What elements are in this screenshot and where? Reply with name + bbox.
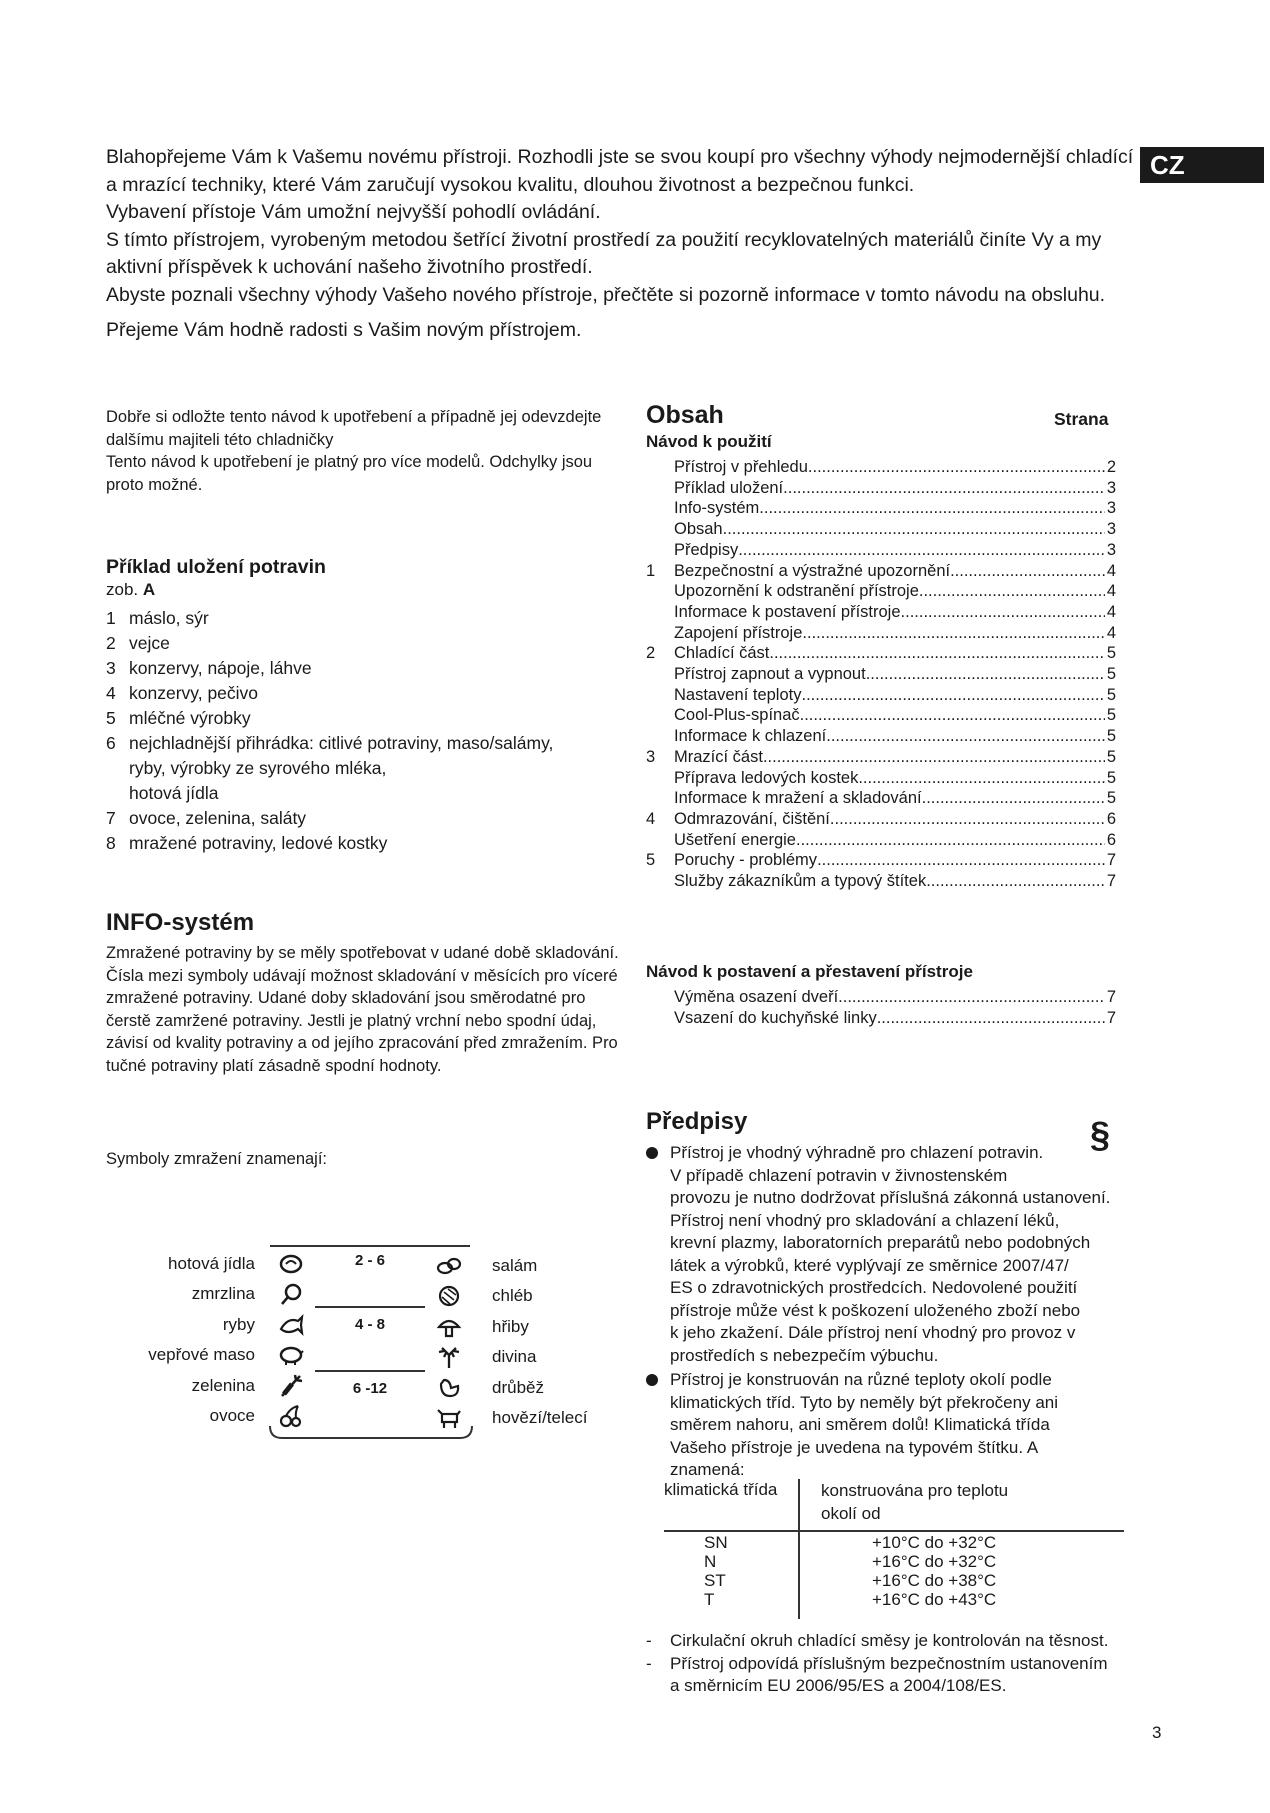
climate-class: SN [704, 1533, 728, 1552]
regulation-bullet-text [670, 1142, 1136, 1367]
list-item-number: 7 [106, 808, 116, 828]
climate-row [664, 1533, 1064, 1552]
toc-row-page: 5 [1106, 685, 1116, 704]
climate-row [664, 1552, 1064, 1571]
list-item [106, 606, 626, 631]
poultry-icon [436, 1376, 462, 1400]
vegetable-icon [278, 1374, 304, 1398]
toc-title: Obsah [646, 401, 724, 429]
symbol-label-right: chléb [492, 1286, 533, 1305]
regulation-line: směrem nahoru, ani směrem dolů! Klimatická třída [670, 1415, 1050, 1434]
toc-row-leader [800, 704, 1105, 727]
toc-row-label: Informace k postavení přístroje [674, 602, 901, 621]
toc-row [646, 622, 1116, 645]
note-line: Tento návod k upotřebení je platný pro více modelů. Odchylky jsou proto možné. [106, 453, 593, 494]
list-item-number [106, 781, 129, 806]
list-item-number: 3 [106, 658, 116, 678]
toc-row-number [646, 663, 674, 686]
toc-row [646, 560, 1116, 583]
toc-row-leader [858, 767, 1104, 790]
regulation-note-text: Cirkulační okruh chladící směsy je kontrolován na těsnost. [670, 1631, 1109, 1650]
list-item-number: 1 [106, 608, 116, 628]
bullet-icon [646, 1374, 658, 1386]
regulations-title: Předpisy [646, 1108, 748, 1135]
regulation-line: Přístroj je vhodný výhradně pro chlazení potravin. [670, 1143, 1044, 1162]
note-line: Dobře si odložte tento návod k upotřebení a případně jej odevzdejte dalšímu majiteli této chladničky [106, 408, 602, 449]
toc-row-number [646, 477, 674, 500]
list-item-text: vejce [129, 633, 170, 653]
toc-row-leader [919, 580, 1105, 603]
toc-row-label: Služby zákazníkům a typový štítek [674, 872, 927, 890]
toc-row-number: 5 [646, 851, 656, 870]
list-item [106, 781, 626, 806]
toc-row [646, 684, 1116, 707]
climate-table-rule [664, 1530, 1124, 1532]
game-antlers-icon [436, 1345, 462, 1369]
storage-months: 2 - 6 [354, 1252, 385, 1269]
climate-class: ST [704, 1571, 726, 1590]
list-item [106, 831, 626, 856]
toc-row-number [646, 767, 674, 790]
toc-row-page: 2 [1106, 458, 1116, 476]
toc-row-page: 3 [1106, 540, 1116, 559]
toc-row-leader [783, 477, 1105, 500]
toc-row-number [646, 622, 674, 645]
toc-row-page: 4 [1106, 582, 1116, 601]
diagram-divider [315, 1370, 425, 1372]
toc-row-page: 4 [1106, 602, 1116, 621]
toc-row-number [646, 870, 674, 893]
regulation-line: prostředích s nebezpečím výbuchu. [670, 1345, 939, 1365]
page-number: 3 [1152, 1723, 1162, 1742]
toc-row [646, 601, 1116, 624]
toc-row-number [646, 601, 674, 624]
symbol-label-left: hotová jídla [168, 1254, 255, 1273]
dash-icon [646, 1675, 670, 1698]
climate-range: +16°C do +43°C [872, 1590, 997, 1609]
info-system-text [106, 942, 621, 1077]
toc-row-number [646, 787, 674, 810]
toc-row-leader [922, 787, 1105, 810]
toc-row-leader [796, 829, 1105, 852]
toc-row-leader [950, 560, 1105, 583]
pork-icon [278, 1343, 304, 1367]
toc-row-label: Odmrazování, čištění [674, 809, 830, 828]
intro-text [106, 144, 1136, 345]
toc-row-leader [738, 539, 1105, 562]
toc-row-number: 3 [646, 747, 656, 766]
storage-example-list [106, 606, 626, 856]
paragraph-symbol-icon: § [1090, 1114, 1111, 1155]
figure-reference-letter: A [142, 580, 156, 599]
toc-row [646, 986, 1116, 1009]
toc-row-number: 2 [646, 644, 656, 663]
toc-row-label: Příprava ledových kostek [674, 768, 859, 787]
toc-row [646, 663, 1116, 686]
toc-row-number [646, 986, 674, 1009]
toc-row-label: Předpisy [674, 540, 739, 559]
toc-row-label: Informace k chlazení [674, 727, 827, 746]
list-item-number: 2 [106, 633, 116, 653]
cherry-icon [278, 1404, 304, 1428]
list-item-number: 6 [106, 733, 116, 753]
list-item-number: 4 [106, 683, 116, 703]
regulation-line: přístroje může vést k poškození uloženého zboží nebo [670, 1300, 1081, 1320]
regulation-bullet-text [670, 1369, 1136, 1482]
regulation-line: látek a výrobků, které vyplývají ze směrnice 2007/47/ [670, 1255, 1069, 1275]
toc-row-page: 4 [1106, 561, 1116, 580]
info-paragraph: Čísla mezi symboly udávají možnost skladování v měsících pro víceré zmražené potraviny. Udané doby skladování jsou směrodatné pro čerstě zamržené potraviny. Jestli je platný vrchní nebo spodní údaj, závisí od kvality potraviny a od jejího zpracování před zmražením. Pro tučné potraviny platí zásadně spodní hodnoty. [106, 966, 618, 1075]
intro-paragraph: S tímto přístrojem, vyrobeným metodou šetřící životní prostředí za použití recyklovatelných materiálů činíte Vy a my aktivní příspěvek k uchování našeho životního prostředí. [106, 228, 1102, 278]
toc-row-page: 5 [1106, 768, 1116, 787]
toc-row-number [646, 580, 674, 603]
toc-row [646, 518, 1116, 541]
toc-row [646, 1007, 1116, 1030]
toc-row-page: 7 [1106, 1008, 1116, 1027]
dash-icon: - [646, 1631, 652, 1650]
toc-row-number [646, 456, 674, 479]
toc-row [646, 787, 1116, 810]
toc-row [646, 456, 1116, 479]
toc-row-label: Bezpečnostní a výstražné upozornění [674, 561, 951, 580]
list-item-text: nejchladnější přihrádka: citlivé potraviny, maso/salámy, [129, 733, 554, 753]
toc-row-leader [817, 849, 1105, 872]
language-badge: CZ [1140, 147, 1264, 183]
ready-meal-icon [278, 1252, 304, 1276]
toc-page-header: Strana [1054, 409, 1109, 429]
regulation-note-text: Přístroj odpovídá příslušným bezpečnostním ustanovením [670, 1653, 1108, 1673]
info-system-title: INFO-systém [106, 909, 255, 936]
toc-row [646, 849, 1116, 872]
bread-icon [436, 1284, 462, 1308]
toc-row-page: 6 [1106, 809, 1116, 828]
toc-row-leader [830, 808, 1105, 831]
regulation-line: ES o zdravotnických prostředcích. Nedovolené použití [670, 1278, 1078, 1297]
toc-row-leader [838, 986, 1105, 1009]
beef-icon [436, 1406, 462, 1430]
toc-section-heading: Návod k použití [646, 432, 772, 451]
toc-row-leader [877, 1007, 1105, 1030]
toc-row [646, 497, 1116, 520]
storage-months: 6 -12 [352, 1380, 388, 1397]
intro-paragraph: Blahopřejeme Vám k Vašemu novému přístroji. Rozhodli jste se svou koupí pro všechny výhody nejmodernější chladící a mrazící techniky, které Vám zaručují vysokou kvalitu, dlouhou životnost a bezpečnou funkci. [106, 146, 1134, 196]
toc-row-leader [802, 622, 1104, 645]
fish-icon [278, 1313, 304, 1337]
toc-row [646, 746, 1116, 769]
symbol-label-left: vepřové maso [148, 1345, 255, 1364]
diagram-top-line [270, 1245, 470, 1247]
list-item-text: ovoce, zelenina, saláty [129, 808, 307, 828]
toc-row-page: 5 [1106, 665, 1116, 683]
toc-row-label: Příklad uložení [674, 478, 784, 497]
regulation-line: provozu je nutno dodržovat příslušná zákonná ustanovení. [670, 1188, 1111, 1207]
toc-row-label: Mrazící část [674, 747, 763, 766]
toc-row [646, 704, 1116, 727]
toc-row-page: 5 [1106, 747, 1116, 766]
list-item-text: hotová jídla [129, 783, 219, 803]
intro-paragraph: Vybavení přístoje Vám umožní nejvyšší pohodlí ovládání. [106, 201, 601, 223]
symbol-label-right: salám [492, 1256, 538, 1275]
ice-cream-icon [278, 1282, 304, 1306]
regulation-note [646, 1653, 1146, 1676]
toc-row-page: 3 [1106, 478, 1116, 497]
info-paragraph: Zmražené potraviny by se měly spotřebovat v udané době skladování. [106, 944, 619, 962]
climate-class-header: klimatická třída [664, 1480, 778, 1499]
toc-row-label: Přístroj zapnout a vypnout [674, 665, 866, 683]
diagram-divider [315, 1306, 425, 1308]
toc-row-page: 5 [1106, 706, 1116, 725]
toc-row [646, 808, 1116, 831]
regulation-line: Přístroj není vhodný pro skladování a chlazení léků, [670, 1210, 1060, 1230]
list-item-text: ryby, výrobky ze syrového mléka, [129, 758, 387, 778]
symbol-label-left: ryby [222, 1315, 255, 1334]
toc-row-number: 4 [646, 809, 656, 828]
regulation-line: Vašeho přístroje je uvedena na typovém štítku. A [670, 1437, 1039, 1457]
regulation-line: k jeho zkažení. Dále přístroj není vhodný pro provoz v [670, 1323, 1076, 1342]
toc-row [646, 870, 1116, 893]
toc-row [646, 642, 1116, 665]
list-item-number: 8 [106, 833, 116, 853]
list-item [106, 756, 626, 781]
list-item-text: konzervy, nápoje, láhve [129, 658, 312, 678]
toc-row-number [646, 725, 674, 748]
list-item [106, 656, 626, 681]
list-item-text: konzervy, pečivo [129, 683, 259, 703]
mushroom-icon [436, 1315, 462, 1339]
toc-row-label: Přístroj v přehledu [674, 458, 808, 476]
dash-icon: - [646, 1653, 652, 1673]
toc-row [646, 580, 1116, 603]
toc-row-leader [769, 642, 1104, 665]
storage-example-title: Příklad uložení potravin [106, 556, 326, 578]
list-item [106, 681, 626, 706]
list-item-number: 5 [106, 708, 116, 728]
list-item [106, 631, 626, 656]
symbol-label-left: zmrzlina [191, 1284, 255, 1303]
list-item-text: mléčné výrobky [129, 708, 251, 728]
toc-row [646, 829, 1116, 852]
toc-row-label: Informace k mražení a skladování [674, 789, 922, 808]
climate-row [664, 1590, 1064, 1609]
toc-row [646, 767, 1116, 790]
regulation-line: klimatických tříd. Tyto by neměly být překročeny ani [670, 1392, 1059, 1412]
toc-row-page: 4 [1106, 623, 1116, 642]
toc-row-leader [802, 684, 1105, 707]
toc-row-leader [901, 601, 1105, 624]
toc-row-label: Info-systém [674, 499, 760, 518]
climate-range: +16°C do +32°C [872, 1552, 997, 1571]
regulation-line: znamená: [670, 1460, 745, 1479]
toc-row-leader [866, 663, 1105, 686]
climate-range: +16°C do +38°C [872, 1571, 997, 1590]
regulation-note-text: a směrnicím EU 2006/95/ES a 2004/108/ES. [670, 1676, 1007, 1695]
regulation-note [646, 1675, 1146, 1698]
toc-row [646, 539, 1116, 562]
storage-months: 4 - 8 [354, 1316, 385, 1333]
list-item-text: máslo, sýr [129, 608, 209, 628]
toc-row-leader [826, 725, 1105, 748]
toc-row-label: Chladící část [674, 644, 770, 663]
figure-reference [106, 580, 155, 600]
climate-class: N [704, 1552, 717, 1571]
toc-row-label: Cool-Plus-spínač [674, 706, 800, 725]
symbols-intro: Symboly zmražení znamenají: [106, 1150, 328, 1168]
toc-row-label: Upozornění k odstranění přístroje [674, 582, 919, 601]
salami-icon [436, 1254, 462, 1278]
toc-row-leader [723, 518, 1105, 541]
toc-row-leader [808, 456, 1105, 479]
toc-row-page: 7 [1106, 851, 1116, 870]
symbol-label-right: hovězí/telecí [492, 1408, 588, 1427]
toc-row-page: 6 [1106, 830, 1116, 849]
toc-row-label: Poruchy - problémy [674, 851, 818, 870]
intro-wish: Přejeme Vám hodně radosti s Vašim novým přístrojem. [106, 319, 582, 341]
symbol-label-left: ovoce [209, 1406, 255, 1425]
toc-section-heading: Návod k postavení a přestavení přístroje [646, 962, 973, 981]
toc-row [646, 725, 1116, 748]
toc-row-page: 7 [1106, 988, 1116, 1006]
regulation-line: krevní plazmy, laboratorních preparátů nebo podobných [670, 1233, 1091, 1252]
toc-row-label: Ušetření energie [674, 830, 796, 849]
regulation-bullet [646, 1369, 1136, 1482]
symbol-label-right: divina [492, 1347, 537, 1366]
toc-row-number [646, 829, 674, 852]
toc-row-page: 3 [1106, 520, 1116, 539]
toc-row-label: Výměna osazení dveří [674, 988, 839, 1006]
toc-row [646, 477, 1116, 500]
symbol-label-left: zelenina [191, 1376, 255, 1395]
intro-paragraph: Abyste poznali všechny výhody Vašeho nového přístroje, přečtěte si pozorně informace v tomto návodu na obsluhu. [106, 283, 1106, 306]
regulation-line: V případě chlazení potravin v živnostenském [670, 1165, 1008, 1185]
toc-row-label: Nastavení teploty [674, 685, 802, 704]
climate-row [664, 1571, 1064, 1590]
figure-reference-prefix: zob. [106, 580, 139, 599]
climate-class: T [704, 1590, 715, 1609]
toc-row-page: 3 [1106, 499, 1116, 518]
toc-row-number [646, 684, 674, 707]
climate-range: +10°C do +32°C [872, 1533, 997, 1552]
manual-note [106, 406, 616, 496]
toc-row-number [646, 1007, 674, 1030]
list-item-text: mražené potraviny, ledové kostky [129, 833, 388, 853]
toc-row-number [646, 539, 674, 562]
list-item-number [106, 756, 129, 781]
toc-row-number: 1 [646, 561, 656, 580]
toc-row-page: 5 [1106, 789, 1116, 808]
toc-row-leader [759, 497, 1105, 520]
list-item [106, 806, 626, 831]
bullet-icon [646, 1147, 658, 1159]
toc-row-number [646, 518, 674, 541]
symbol-label-right: drůběž [492, 1378, 544, 1397]
toc-row-leader [763, 746, 1105, 769]
toc-row-label: Obsah [674, 520, 723, 539]
toc-row-page: 5 [1106, 644, 1116, 663]
toc-row-page: 7 [1106, 872, 1116, 890]
toc-row-label: Zapojení přístroje [674, 623, 803, 642]
toc-row-label: Vsazení do kuchyňské linky [674, 1008, 877, 1027]
symbol-label-right: hřiby [492, 1317, 529, 1336]
climate-range-header: konstruována pro teplotu okolí od [821, 1481, 1009, 1523]
list-item [106, 706, 626, 731]
regulation-line: Přístroj je konstruován na různé teploty okolí podle [670, 1370, 1052, 1389]
regulation-bullet [646, 1142, 1136, 1367]
regulation-note [646, 1630, 1146, 1653]
toc-row-number [646, 704, 674, 727]
toc-row-leader [926, 870, 1105, 893]
toc-row-number [646, 497, 674, 520]
list-item [106, 731, 626, 756]
toc-row-page: 5 [1106, 727, 1116, 746]
